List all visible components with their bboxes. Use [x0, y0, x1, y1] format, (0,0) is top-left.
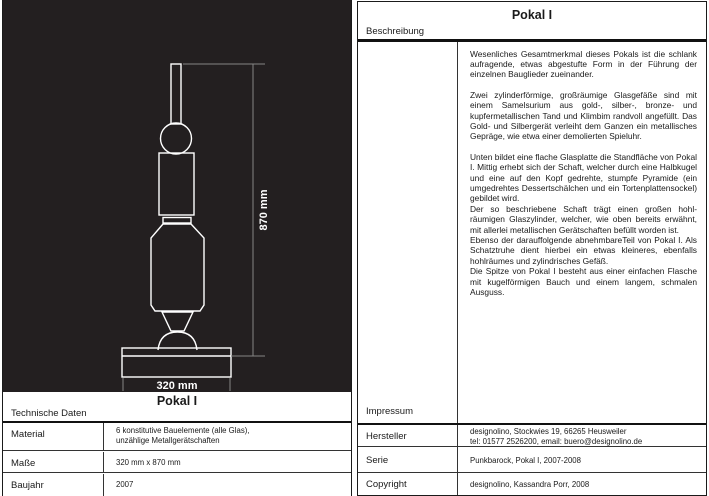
funnel-outline [162, 312, 193, 331]
height-dimension-label: 870 mm [258, 189, 270, 231]
impressum-row-value [457, 425, 706, 447]
impressum-row-serie [358, 447, 706, 473]
impressum-value-line2: tel: 01577 2526200, email: buero@designolino.de [470, 436, 643, 446]
description-paragraph: Zwei zylinderförmige, großräumige Glasgefäße sind mit einem Samelsurium aus gold-, silber-, bronze- und kupfermetallischen Tand und Klimbim randvoll angefüllt. Das Gold- und Silbergerät verleiht dem Ganzen ein metallisches Gepräge, wie etwa einer demolierten Spieluhr. [470, 89, 697, 142]
spec-label: Maße [11, 458, 36, 469]
description-paragraph: Der so beschriebene Schaft trägt einen großen hohl-räumigen Glaszylinder, welcher, wie oben bereits erwähnt, mit allerlei metallischen Gerätschaften befüllt worden ist. [470, 203, 697, 235]
base-outline [122, 348, 231, 377]
right-pokal-title: Pokal I [511, 8, 553, 22]
description-paragraph: Die Spitze von Pokal I besteht aus einer einfachen Flasche mit kugelförmigen Bauch und einem langem, schmalen Ausguss. [470, 266, 697, 298]
upper-cylinder-outline [159, 153, 194, 215]
impressum-value-line1: designolino, Stockwies 19, 66265 Heusweiler [470, 427, 627, 436]
spec-value-line1: 6 konstitutive Bauelemente (alle Glas), [116, 426, 250, 435]
impressum-row-hersteller [358, 425, 706, 448]
spec-value: 2007 [103, 474, 351, 496]
left-pokal-title: Pokal I [156, 394, 198, 408]
spec-label: Material [11, 429, 45, 440]
description-paragraph: Unten bildet eine flache Glasplatte die Standfläche von Pokal I. Mittig erhebt sich der Schaft, welcher durch eine Halbkugel und eine auf den Kopf gedrehte, stumpfe Pyramide (ein umgedrehtes Dessertschälchen und ein Tortenplattensockel) gebildet wird. [470, 151, 697, 204]
impressum-row-copyright [358, 473, 706, 495]
spec-label: Baujahr [11, 480, 44, 491]
spec-row-masse [3, 452, 351, 473]
spec-value: 320 mm x 870 mm [103, 452, 351, 472]
impressum-row-label: Serie [366, 455, 389, 466]
description-text [458, 42, 706, 423]
collar-outline [163, 218, 191, 224]
spec-value-line2: unzählige Metallgerätschaften [116, 435, 220, 445]
impressum-row-value: Punkbarock, Pokal I, 2007-2008 [457, 447, 706, 472]
technische-daten-label: Technische Daten [11, 408, 87, 419]
description-paragraph: Ebenso der darauffolgende abnehmbareTeil von Pokal I. Als Schatztruhe dient hierbei ein etwas kleineres, ebenfalls hohlräumes und zylindrisches Gefäß. [470, 235, 697, 266]
dome-outline [158, 332, 197, 350]
right-panel [357, 1, 707, 496]
width-dimension-label: 320 mm [156, 380, 198, 392]
impressum-row-value: designolino, Kassandra Porr, 2008 [457, 473, 706, 495]
impressum-row-label: Hersteller [366, 430, 407, 442]
drawing-area [3, 0, 351, 392]
bottle-neck-outline [171, 64, 181, 124]
beschreibung-label: Beschreibung [366, 26, 425, 37]
spec-value [103, 423, 351, 450]
spec-row-baujahr [3, 474, 351, 496]
pokal-technical-drawing [3, 0, 351, 392]
vessel-outline [151, 224, 204, 311]
description-paragraph: Wesenliches Gesamtmerkmal dieses Pokals ist die schlank aufragende, etwas abgestufte Form in der Führung der einzelnen Bauglieder zueinander. [470, 48, 697, 80]
impressum-label: Impressum [366, 406, 413, 417]
left-panel [2, 0, 352, 496]
impressum-row-label: Copyright [366, 479, 407, 490]
spec-row-material [3, 423, 351, 451]
sphere-outline [161, 123, 192, 154]
